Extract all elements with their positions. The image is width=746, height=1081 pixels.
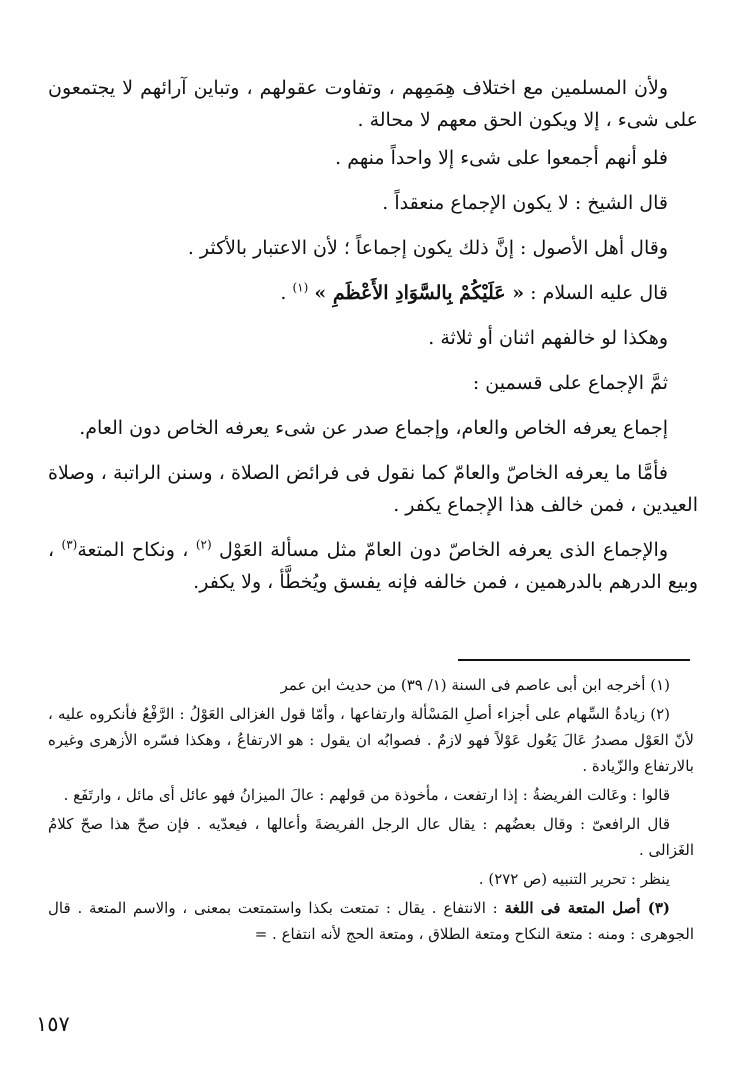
paragraph-10-part-1: والإجماع الذى يعرفه الخاصّ دون العامّ مثل مسألة العَوْل <box>211 539 668 561</box>
footnote-ref-1: (١) <box>292 280 309 295</box>
footnote-1: (١) أخرجه ابن أبى عاصم فى السنة (١/ ٣٩) من حديث ابن عمر <box>280 676 670 694</box>
page-number: ١٥٧ <box>36 1012 70 1036</box>
paragraph-10-part-3: ، وبيع الدرهم بالدرهمين ، فمن خالفه فإنه يفسق ويُخطَّأ ، ولا يكفر. <box>48 539 698 593</box>
footnote-2-rafii: قال الرافعىّ : وقال بعضُهم : يقال عال الرجل الفريضةَ وأعالها ، فيعدّيه . فإن صحّ هذا صحّ كلامُ الغَزالى . <box>48 815 694 859</box>
paragraph-5-end: . <box>280 282 293 304</box>
footnote-2-reference: ينظر : تحرير التنبيه (ص ٢٧٢) . <box>478 870 670 888</box>
paragraph-10 <box>48 534 698 598</box>
paragraph-10-part-2: ، ونكاح المتعة <box>77 539 196 561</box>
footnote-2-continued: قالوا : وعَالت الفريضةُ : إذا ارتفعت ، مأخوذة من قولهم : عالَ الميزانُ فهو عائل أى مائل ، وارتَفَع . <box>63 786 670 804</box>
paragraph-9: فأمَّا ما يعرفه الخاصّ والعامّ كما نقول فى فرائض الصلاة ، وسنن الراتبة ، وصلاة العيدين ، فمن خالف هذا الإجماع يكفر . <box>48 462 698 516</box>
paragraph-4: وقال أهل الأصول : إنَّ ذلك يكون إجماعاً ؛ لأن الاعتبار بالأكثر . <box>187 237 668 259</box>
footnote-3-text: : الانتفاع . يقال : تمتعت بكذا واستمتعت بمعنى ، والاسم المتعة . قال الجوهرى : ومنه : متعة النكاح ومتعة الطلاق ، ومتعة الحج لأنه انتفاع . = <box>48 899 694 943</box>
footnote-3-heading: (٣) أصل المتعة فى اللغة <box>504 899 670 917</box>
paragraph-6: وهكذا لو خالفهم اثنان أو ثلاثة . <box>428 327 668 349</box>
footnote-ref-3: (٣) <box>61 537 78 552</box>
paragraph-8: إجماع يعرفه الخاص والعام، وإجماع صدر عن شىء يعرفه الخاص دون العام. <box>79 417 668 439</box>
paragraph-5-intro: قال عليه السلام : <box>524 282 668 304</box>
footnotes <box>48 672 694 950</box>
hadith-quote: « عَلَيْكُمْ بِالسَّوَادِ الأَعْظَمِ » <box>314 282 525 304</box>
main-text <box>48 72 698 611</box>
paragraph-5 <box>48 277 698 309</box>
footnote-2: (٢) زيادةُ السِّهام على أجزاء أصلِ المَسْألة وارتفاعها ، وأمّا قول الغزالى العَوْلُ : الرَّفْعُ فأنكروه عليه ، لأنّ العَوْل مصدرُ عَالَ يَعُول عَوْلاً فهو لازمٌ . فصوابُه ان يقول : هو الارتفاعُ ، وهكذا فسّره الأزهرى وغيره بالارتفاع والزّيادة . <box>48 705 694 775</box>
footnote-3 <box>48 895 694 947</box>
footnote-ref-2: (٢) <box>195 537 212 552</box>
paragraph-7: ثمَّ الإجماع على قسمين : <box>472 372 668 394</box>
paragraph-2: فلو أنهم أجمعوا على شىء إلا واحداً منهم . <box>335 147 668 169</box>
footnote-divider <box>458 659 690 661</box>
paragraph-3: قال الشيخ : لا يكون الإجماع منعقداً . <box>382 192 668 214</box>
paragraph-1: ولأن المسلمين مع اختلاف هِمَمِهم ، وتفاوت عقولهم ، وتباين آرائهم لا يجتمعون على شىء ، إلا ويكون الحق معهم لا محالة . <box>48 77 698 131</box>
